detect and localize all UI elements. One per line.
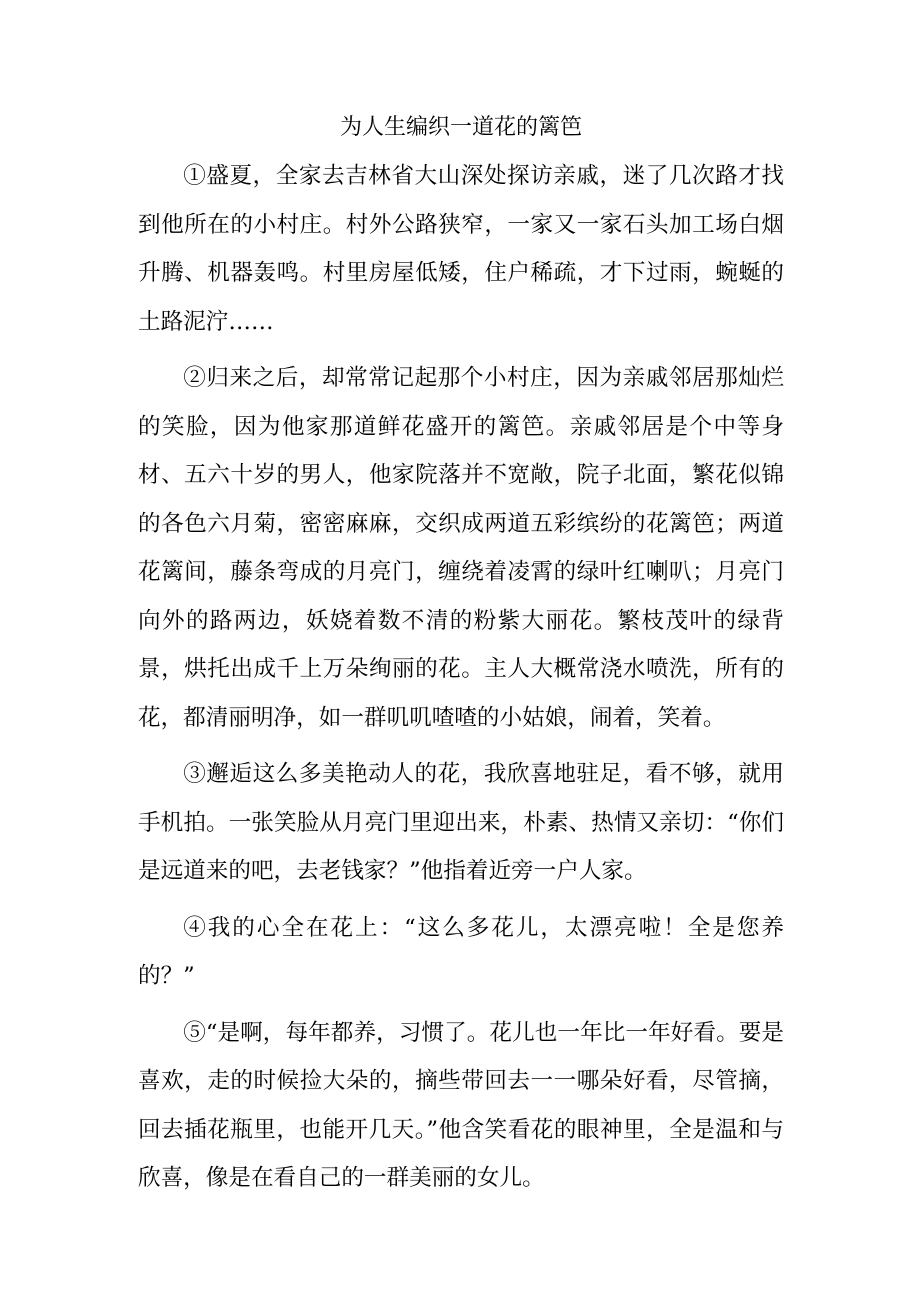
- paragraph-1: ①盛夏，全家去吉林省大山深处探访亲戚，迷了几次路才找到他所在的小村庄。村外公路狭窄，一家又一家石头加工场白烟升腾、机器轰鸣。村里房屋低矮，住户稀疏，才下过雨，蜿蜒的土路泥泞……: [138, 163, 784, 335]
- paragraph-5: ⑤“是啊，每年都养，习惯了。花儿也一年比一年好看。要是喜欢，走的时候捡大朵的，摘些带回去一一哪朵好看，尽管摘，回去插花瓶里，也能开几天。”他含笑看花的眼神里，全是温和与欣喜，像是在看自己的一群美丽的女儿。: [138, 1019, 784, 1191]
- paragraph-4: ④我的心全在花上：“这么多花儿，太漂亮啦！全是您养的？”: [138, 914, 784, 989]
- paragraph-3: ③邂逅这么多美艳动人的花，我欣喜地驻足，看不够，就用手机拍。一张笑脸从月亮门里迎出来，朴素、热情又亲切：“你们是远道来的吧，去老钱家？”他指着近旁一户人家。: [138, 761, 784, 884]
- paragraph-2: ②归来之后，却常常记起那个小村庄，因为亲戚邻居那灿烂的笑脸，因为他家那道鲜花盛开的篱笆。亲戚邻居是个中等身材、五六十岁的男人，他家院落并不宽敞，院子北面，繁花似锦的各色六月菊，密密麻麻，交织成两道五彩缤纷的花篱笆；两道花篱间，藤条弯成的月亮门，缠绕着凌霄的绿叶红喇叭；月亮门向外的路两边，妖娆着数不清的粉紫大丽花。繁枝茂叶的绿背景，烘托出成千上万朵绚丽的花。主人大概常浇水喷洗，所有的花，都清丽明净，如一群叽叽喳喳的小姑娘，闹着，笑着。: [138, 365, 784, 731]
- document-body: [138, 112, 784, 1211]
- document-title: 为人生编织一道花的篱笆: [339, 115, 582, 140]
